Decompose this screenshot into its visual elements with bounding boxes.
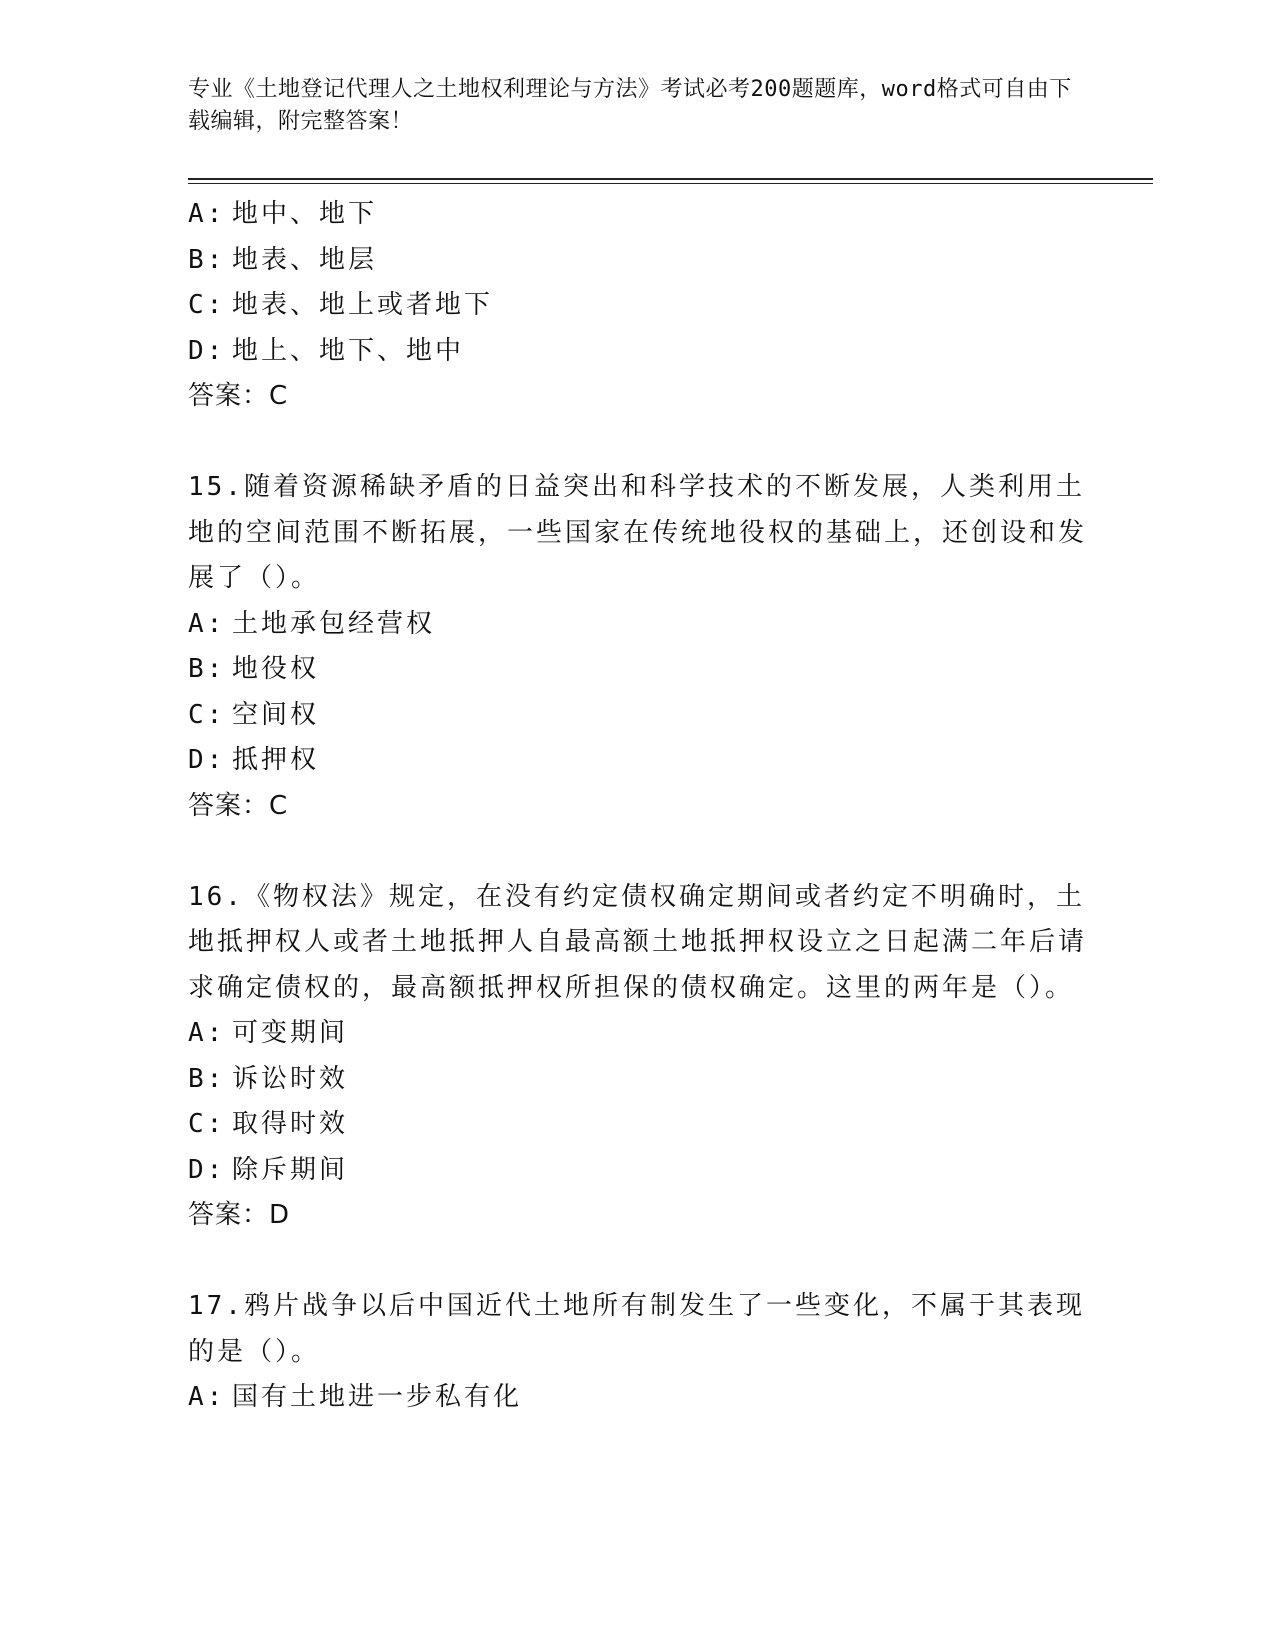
- option-c: C: 空间权: [188, 699, 320, 730]
- option-d: D: 抵押权: [188, 745, 320, 775]
- option-c: C: 取得时效: [188, 1109, 349, 1139]
- answer-line: 答案：C: [188, 381, 289, 411]
- option-d: D: 地上、地下、地中: [188, 335, 465, 366]
- option-b: B: 地役权: [188, 654, 320, 684]
- question-text: 17.鸦片战争以后中国近代土地所有制发生了一些变化，不属于其表现的是（）。: [188, 1291, 1085, 1367]
- header-rule-thick: [188, 178, 1153, 180]
- option-a: A: 土地承包经营权: [188, 608, 436, 639]
- option-a: A: 国有土地进一步私有化: [188, 1382, 523, 1412]
- option-c: C: 地表、地上或者地下: [188, 290, 494, 320]
- option-d: D: 除斥期间: [188, 1154, 349, 1185]
- question-15: [188, 465, 1088, 829]
- carryover-question: [188, 192, 1088, 420]
- option-b: B: 地表、地层: [188, 244, 378, 275]
- document-header: 专业《土地登记代理人之土地权利理论与方法》考试必考200题题库，word格式可自由下载编辑，附完整答案！: [188, 77, 1072, 134]
- question-text: 16.《物权法》规定，在没有约定债权确定期间或者约定不明确时，土地抵押权人或者土地抵押人自最高额土地抵押权设立之日起满二年后请求确定债权的，最高额抵押权所担保的债权确定。这里的两年是（）。: [188, 881, 1088, 1003]
- answer-line: 答案：D: [188, 1200, 291, 1230]
- answer-line: 答案：C: [188, 790, 289, 821]
- question-17: [188, 1284, 1088, 1421]
- option-b: B: 诉讼时效: [188, 1063, 349, 1094]
- header-rule-thin: [188, 183, 1153, 184]
- question-16: [188, 875, 1088, 1239]
- option-a: A: 地中、地下: [188, 199, 378, 229]
- option-a: A: 可变期间: [188, 1018, 349, 1048]
- question-text: 15.随着资源稀缺矛盾的日益突出和科学技术的不断发展，人类利用土地的空间范围不断拓展，一些国家在传统地役权的基础上，还创设和发展了（）。: [188, 472, 1088, 593]
- document-body: [188, 192, 1088, 1421]
